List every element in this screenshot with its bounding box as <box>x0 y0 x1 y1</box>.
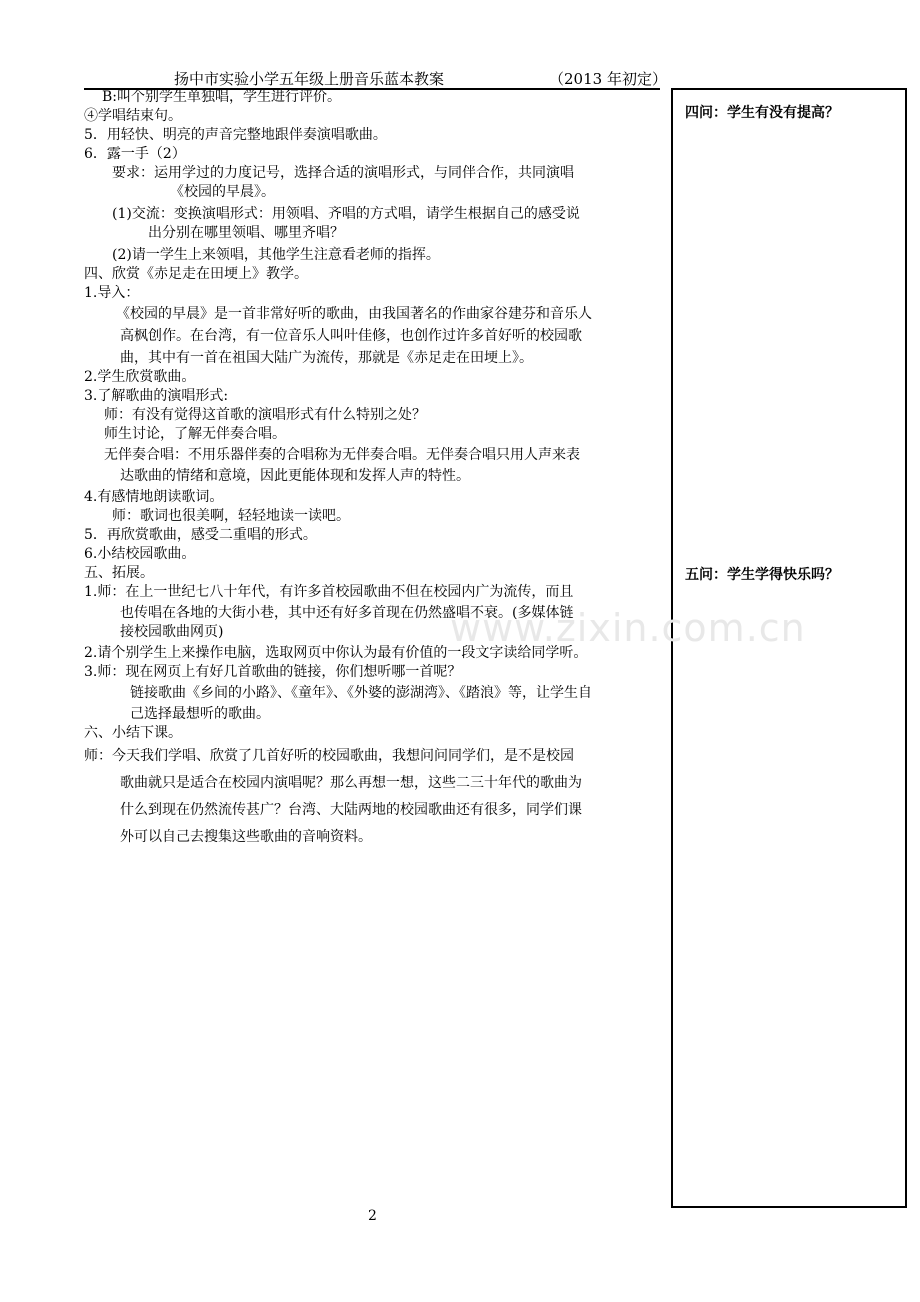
page-number: 2 <box>368 1208 377 1224</box>
reflection-question-5: 五问：学生学得快乐吗？ <box>685 567 839 583</box>
body-line: 6.小结校园歌曲。 <box>84 546 196 562</box>
body-line: 6．露一手（2） <box>84 146 186 162</box>
body-line: 4.有感情地朗读歌词。 <box>84 489 224 505</box>
body-line: (2)请一学生上来领唱，其他学生注意看老师的指挥。 <box>112 247 440 263</box>
body-line: 师：今天我们学唱、欣赏了几首好听的校园歌曲，我想问问同学们，是不是校园 <box>84 748 574 764</box>
body-line: 要求：运用学过的力度记号，选择合适的演唱形式，与同伴合作，共同演唱 <box>112 165 574 181</box>
body-line: 师：有没有觉得这首歌的演唱形式有什么特别之处？ <box>104 407 426 423</box>
body-line: 5．用轻快、明亮的声音完整地跟伴奏演唱歌曲。 <box>84 127 387 143</box>
body-line: 什么到现在仍然流传甚广？台湾、大陆两地的校园歌曲还有很多，同学们课 <box>120 802 582 818</box>
body-line: 链接歌曲《乡间的小路》、《童年》、《外婆的澎湖湾》、《踏浪》等，让学生自 <box>130 685 592 701</box>
body-line: 六、小结下课。 <box>84 725 182 741</box>
body-line: 师：歌词也很美啊，轻轻地读一读吧。 <box>112 508 350 524</box>
body-line: 也传唱在各地的大街小巷，其中还有好多首现在仍然盛唱不衰。(多媒体链 <box>120 605 574 621</box>
body-line: (1)交流：变换演唱形式：用领唱、齐唱的方式唱，请学生根据自己的感受说 <box>112 206 580 222</box>
body-line: 3.师：现在网页上有好几首歌曲的链接，你们想听哪一首呢？ <box>84 664 462 680</box>
body-line: 师生讨论，了解无伴奏合唱。 <box>104 426 286 442</box>
body-line: 无伴奏合唱：不用乐器伴奏的合唱称为无伴奏合唱。无伴奏合唱只用人声来表 <box>104 447 580 463</box>
body-line: 3.了解歌曲的演唱形式: <box>84 388 229 404</box>
body-line: 1.师：在上一世纪七八十年代，有许多首校园歌曲不但在校园内广为流传，而且 <box>84 584 574 600</box>
lesson-body <box>84 88 660 847</box>
body-line: 达歌曲的情绪和意境，因此更能体现和发挥人声的特性。 <box>120 468 470 484</box>
header-version: （2013 年初定） <box>549 70 667 88</box>
body-line: 2.请个别学生上来操作电脑，选取网页中你认为最有价值的一段文字读给同学听。 <box>84 645 588 661</box>
watermark: www.zixin.com.cn <box>450 606 806 650</box>
body-line: 五、拓展。 <box>84 565 154 581</box>
body-line: 2.学生欣赏歌曲。 <box>84 369 196 385</box>
body-line: 高枫创作。在台湾，有一位音乐人叫叶佳修，也创作过许多首好听的校园歌 <box>120 328 582 344</box>
header-title: 扬中市实验小学五年级上册音乐蓝本教案 <box>174 70 445 88</box>
body-line: 歌曲就只是适合在校园内演唱呢？那么再想一想，这些二三十年代的歌曲为 <box>120 775 582 791</box>
body-line: 接校园歌曲网页) <box>120 624 224 640</box>
body-line: 《校园的早晨》。 <box>170 184 275 200</box>
body-line: 外可以自己去搜集这些歌曲的音响资料。 <box>120 829 372 845</box>
body-line: 《校园的早晨》是一首非常好听的歌曲，由我国著名的作曲家谷建芬和音乐人 <box>116 306 592 322</box>
body-line: 己选择最想听的歌曲。 <box>130 706 270 722</box>
body-line: B:叫个别学生单独唱，学生进行评价。 <box>102 89 342 105</box>
body-line: ④学唱结束句。 <box>84 108 182 124</box>
body-line: 出分别在哪里领唱、哪里齐唱？ <box>148 225 344 241</box>
page-header <box>84 66 667 90</box>
body-line: 5．再欣赏歌曲，感受二重唱的形式。 <box>84 527 317 543</box>
body-line: 四、欣赏《赤足走在田埂上》教学。 <box>84 266 308 282</box>
body-line: 1.导入： <box>84 285 140 301</box>
reflection-question-4: 四问：学生有没有提高？ <box>685 105 839 121</box>
body-line: 曲，其中有一首在祖国大陆广为流传，那就是《赤足走在田埂上》。 <box>120 350 533 366</box>
